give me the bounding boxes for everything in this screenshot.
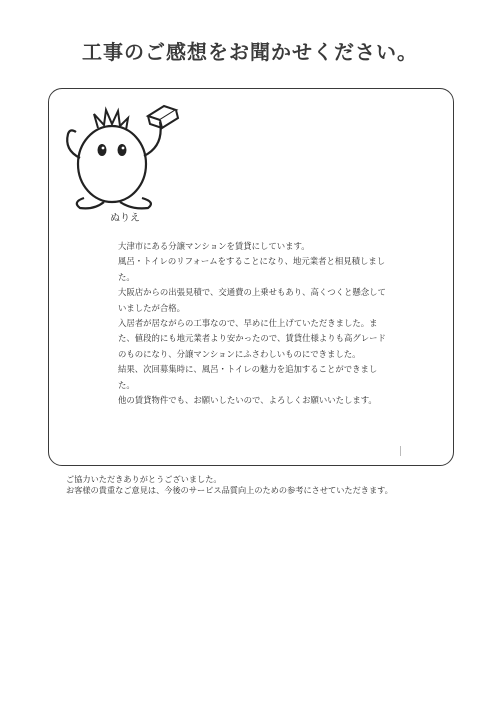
footer-disclaimer: お客様の貴重なご意見は、今後のサービス品質向上のための参考にさせていただきます。 (66, 484, 393, 495)
footer-thanks: ご協力いただきありがとうございました。 (66, 474, 222, 484)
mascot-illustration (60, 98, 190, 218)
divider-mark (400, 446, 401, 456)
comment-paragraph: 風呂・トイレのリフォームをすることになり、地元業者と相見積しました。 (118, 256, 386, 282)
comment-text (118, 239, 390, 408)
footer-note (66, 474, 486, 495)
page-title: 工事のご感想をお聞かせください。 (82, 40, 418, 64)
comment-paragraph: 入居者が居ながらの工事なので、早めに仕上げていただきました。また、値段的にも地元業者より安かったので、賃貸仕様よりも高グレードのものになり、分譲マンションにふさわしいものにできました。 (118, 318, 386, 359)
comment-paragraph: 大津市にある分譲マンションを賃貸にしています。 (118, 241, 310, 251)
comment-paragraph: 他の賃貸物件でも、お願いしたいので、よろしくお願いいたします。 (118, 395, 377, 406)
comment-paragraph: 大阪店からの出張見積で、交通費の上乗せもあり、高くつくと懸念していましたが合格。 (118, 287, 386, 313)
coloring-label: ぬりえ (110, 213, 140, 224)
comment-paragraph: 結果、次回募集時に、風呂・トイレの魅力を追加することができました。 (118, 364, 378, 390)
